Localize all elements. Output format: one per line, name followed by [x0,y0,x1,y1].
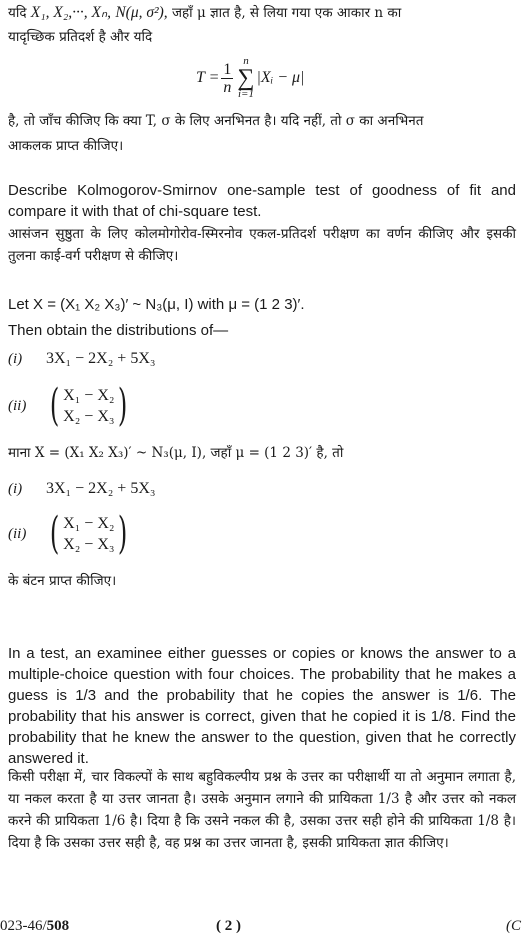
q3-part-i: (i) 3X₁ − 2X₂ + 5X₃ [8,350,156,367]
q3-english-line2: Then obtain the distributions of— [8,322,229,339]
t-statistic-formula: T = $\frac{1}{n}$ n ∑ i=1 |Xᵢ − μ| [196,55,305,100]
q3-hindi-line-end: के बंटन प्राप्त कीजिए। [8,573,117,589]
q2-hindi: आसंजन सुष्ठुता के लिए कोलमोगोरोव-स्मिरनोव एकल-प्रतिदर्श परीक्षण का वर्णन कीजिए और इसकी तुलना काई-वर्ग परीक्षण से कीजिए। [8,226,516,264]
q3-part-ii: (ii) ( X₁ − X₂ X₂ − X₃ ) [8,384,132,428]
q1-line2: यादृच्छिक प्रतिदर्श है और यदि [8,29,153,45]
vector-expression: ( X₁ − X₂ X₂ − X₃ ) [49,380,128,431]
q3-hindi-part-i: (i) 3X₁ − 2X₂ + 5X₃ [8,480,156,497]
fraction-one-over-n: $\frac{1}{n}$ [223,60,232,96]
q1-line1: यदि X₁, X₂,···, Xₙ, N(μ, σ²), जहाँ μ ज्ञात है, से लिया गया एक आकार n का [8,4,402,21]
q2-english: Describe Kolmogorov-Smirnov one-sample test of goodness of fit and compare it with that of chi-square test. [8,182,516,220]
paper-code: 023-46/508 [0,918,70,934]
q1-line4: आकलक प्राप्त कीजिए। [8,138,124,154]
q4-english: In a test, an examinee either guesses or copies or knows the answer to a multiple-choice question with four choices. The probability that he makes a guess is 1/3 and the probability that he copies the answer is 1/6. The probability that his answer is correct, given that he copied it is 1/8. Find the probability that he knew the answer to the question, given that he correctly answered it. [8,645,516,767]
q3-hindi-part-ii: (ii) ( X₁ − X₂ X₂ − X₃ ) [8,512,132,556]
q3-hindi-line1: माना X = (X₁ X₂ X₃)′ ~ N₃(μ, I), जहाँ μ = (1 2 3)′ है, तो [8,445,344,461]
page-number: ( 2 ) [216,918,241,934]
q3-english-line1: Let X = (X₁ X₂ X₃)′ ~ N₃(μ, I) with μ = (1 2 3)′. [8,296,305,313]
summation-symbol: n ∑ i=1 [237,55,255,100]
q4-hindi: किसी परीक्षा में, चार विकल्पों के साथ बहुविकल्पीय प्रश्न के उत्तर का परीक्षार्थी या तो अनुमान लगाता है, या नकल करता है या उत्तर जानता है। उसके अनुमान लगाने की प्रायिकता 1/3 है और उत्तर को नकल करने की प्रायिकता 1/6 है। दिया है कि उसने नकल की है, उसका उत्तर सही होने की प्रायिकता 1/8 है। दिया है कि उसका उत्तर सही है, वह प्रश्न का उत्तर जानता है, इसकी प्रायिकता ज्ञात कीजिए। [8,769,516,851]
q1-line3: है, तो जाँच कीजिए कि क्या T, σ के लिए अनभिनत है। यदि नहीं, तो σ का अनभिनत [8,113,424,129]
vector-expression-hindi: ( X₁ − X₂ X₂ − X₃ ) [49,508,128,559]
footer-right-mark: (C [506,918,521,934]
